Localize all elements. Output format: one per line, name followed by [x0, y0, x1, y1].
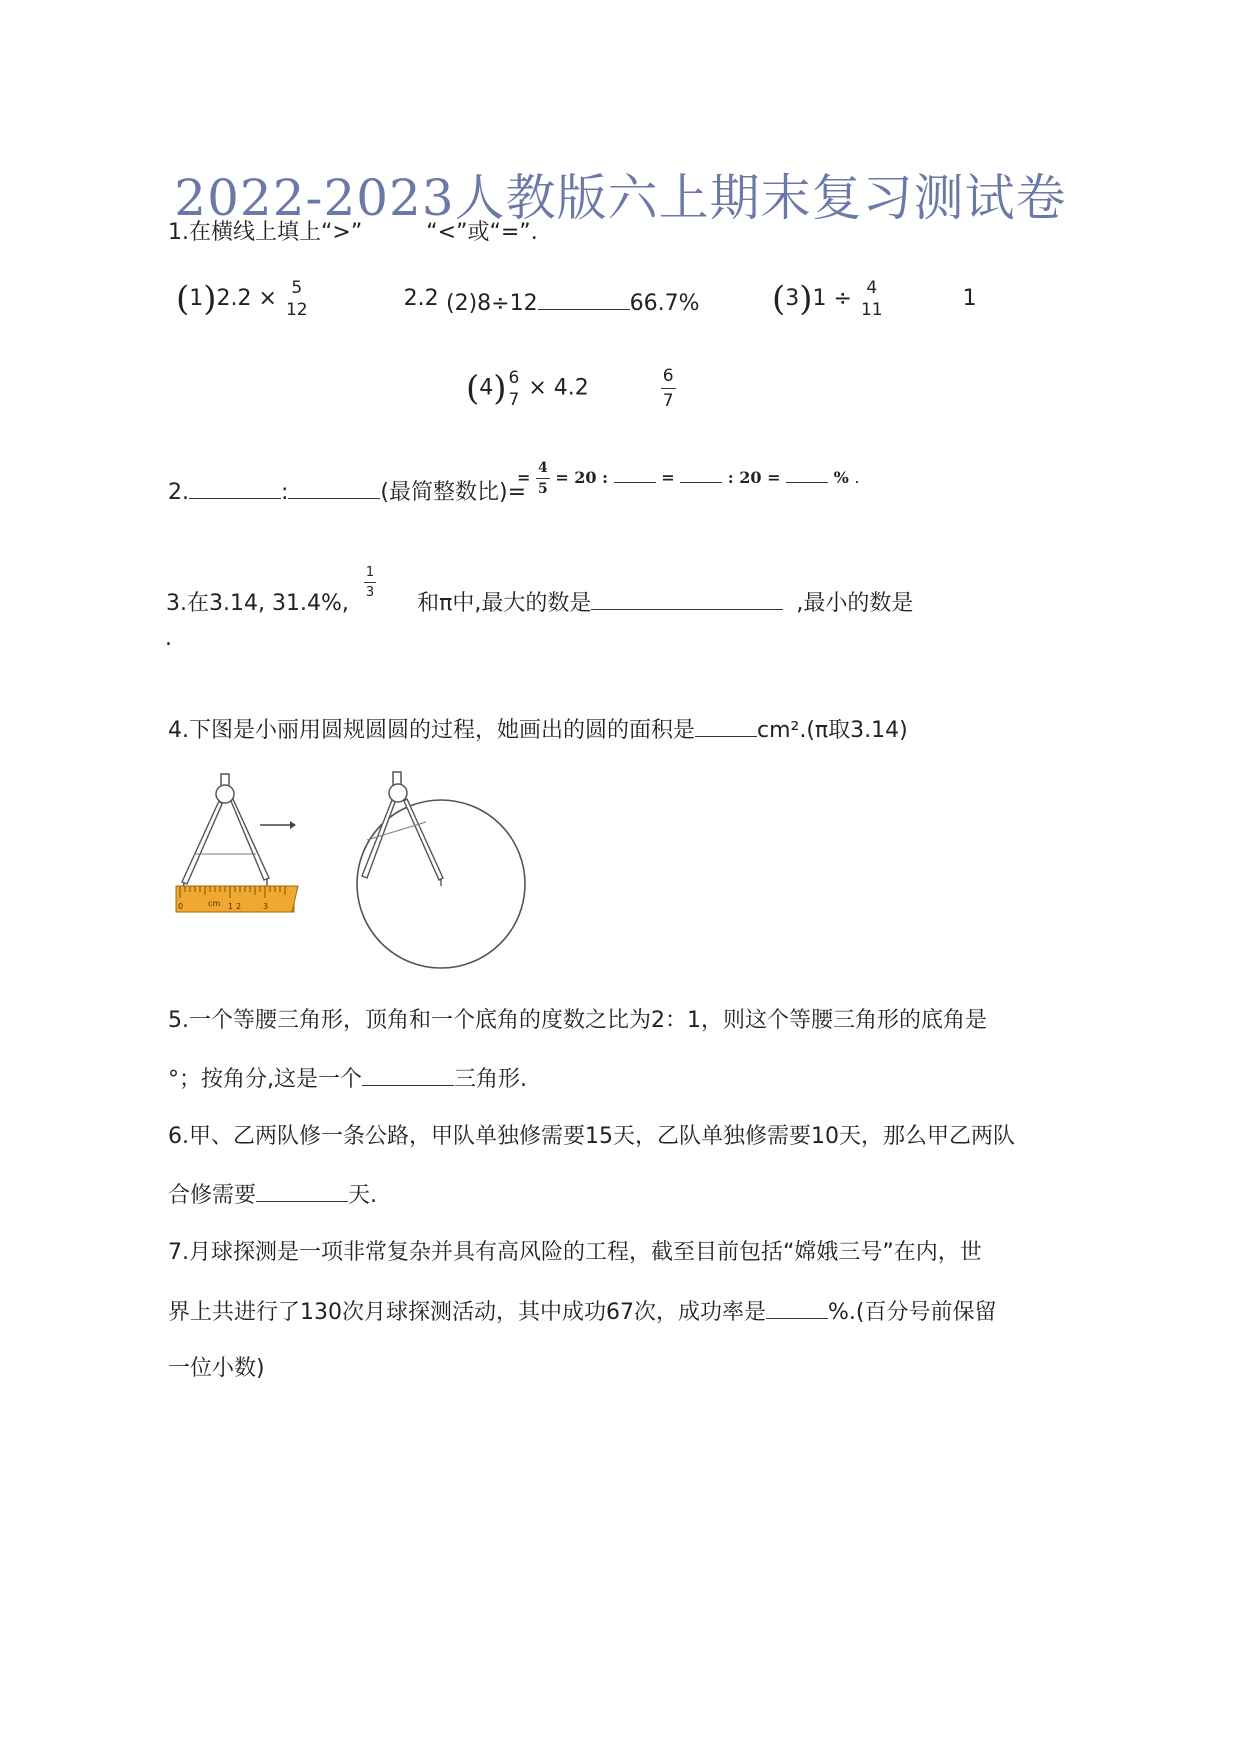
item-number: 3 [785, 286, 800, 311]
answer-blank[interactable] [591, 587, 783, 610]
q1-1-rhs: 2.2 [403, 286, 439, 311]
answer-blank[interactable] [766, 1296, 828, 1319]
answer-blank[interactable] [680, 468, 722, 483]
q2-suffix: (最简整数比)= [380, 480, 527, 505]
q1-3-expr: 1 ÷ [812, 286, 852, 311]
item-number: 1 [189, 286, 204, 311]
q1-item-3 [772, 278, 977, 320]
q1-stem-a: 1.在横线上填上“>” [168, 220, 363, 245]
ruler-unit: cm [208, 899, 221, 908]
q4-text: 4.下图是小丽用圆规圆圆的过程，她画出的圆的面积是 [168, 718, 695, 743]
paren-close: ) [493, 368, 507, 409]
q1-2-expr: (2)8÷12 [446, 291, 538, 316]
q1-stem-b: “<”或“=”. [426, 220, 538, 245]
q1-1-expr: 2.2 × [216, 286, 277, 311]
answer-blank[interactable] [614, 468, 656, 483]
answer-blank[interactable] [786, 468, 828, 483]
answer-blank[interactable] [189, 476, 281, 499]
item-number: 4 [479, 375, 494, 401]
question-6-line-1: 6.甲、乙两队修一条公路，甲队单独修需要15天，乙队单独修需要10天，那么甲乙两队 [168, 1124, 1015, 1149]
fraction: 5 12 [285, 278, 308, 320]
answer-blank[interactable] [288, 476, 380, 499]
ruler-tick-2: 2 [236, 902, 242, 911]
ruler-tick-0: 0 [178, 902, 184, 911]
arrow-right-icon [258, 818, 298, 832]
q3-tail: ,最小的数是 [796, 591, 914, 616]
question-4 [168, 714, 908, 746]
q3-mid: 和π中,最大的数是 [417, 591, 592, 616]
ruler-tick-1: 1 [228, 902, 234, 911]
q5-text-a: °；按角分,这是一个 [168, 1067, 362, 1092]
q5-text-b: 三角形. [454, 1067, 527, 1092]
paren-close: ) [799, 279, 813, 319]
paren-open: ( [176, 279, 190, 319]
q1-4-expr: × 4.2 [528, 375, 589, 401]
q7-text-a: 界上共进行了130次月球探测活动，其中成功67次，成功率是 [168, 1300, 766, 1325]
answer-blank[interactable] [538, 287, 630, 310]
paren-open: ( [772, 279, 786, 319]
q2-number: 2. [168, 480, 189, 505]
q3-prefix: 3.在3.14, 31.4%, [166, 591, 349, 616]
q4-unit: cm².(π取3.14) [757, 718, 908, 743]
q1-3-rhs: 1 [962, 286, 977, 311]
q7-text-b: %.(百分号前保留 [828, 1300, 997, 1325]
answer-blank[interactable] [695, 714, 757, 737]
q2-equation: = $\frac{4}{5}$ = 20 : = : 20 = % . [517, 460, 860, 497]
question-2 [168, 476, 526, 508]
question-5-line-1: 5.一个等腰三角形，顶角和一个底角的度数之比为2：1，则这个等腰三角形的底角是 [168, 1008, 987, 1033]
q6-text-a: 合修需要 [168, 1183, 257, 1208]
compass-on-ruler-figure [172, 770, 302, 918]
q1-item-2 [446, 287, 699, 319]
q6-text-b: 天. [348, 1183, 378, 1208]
question-3 [166, 565, 913, 619]
question-6-line-2 [168, 1179, 377, 1211]
fraction: $\frac{1}{3}$ [365, 565, 375, 600]
paren-close: ) [203, 279, 217, 319]
q1-item-4 [466, 366, 676, 411]
fraction: 4 11 [860, 278, 883, 320]
question-7-line-3: 一位小数) [168, 1356, 265, 1381]
answer-blank[interactable] [256, 1179, 348, 1202]
question-5-line-2 [168, 1063, 527, 1095]
answer-blank[interactable] [362, 1063, 454, 1086]
question-1-stem [168, 218, 538, 248]
compass-circle-figure [352, 768, 538, 974]
q1-item-1 [176, 278, 439, 320]
q3-end-dot: . [165, 626, 172, 651]
paren-open: ( [466, 368, 480, 409]
question-7-line-2 [168, 1296, 996, 1328]
fraction: $\frac{6}{7}$ [662, 366, 674, 411]
question-7-line-1: 7.月球探测是一项非常复杂并具有高风险的工程，截至目前包括“嫦娥三号”在内，世 [168, 1240, 982, 1265]
q1-2-rhs: 66.7% [629, 291, 700, 316]
page-title: 2022-2023人教版六上期末复习测试卷 [174, 169, 1067, 227]
fraction: 6 7 [508, 367, 520, 410]
q2-colon: : [281, 480, 289, 505]
ruler-tick-3: 3 [263, 902, 269, 911]
fraction: $\frac{4}{5}$ [537, 460, 548, 497]
